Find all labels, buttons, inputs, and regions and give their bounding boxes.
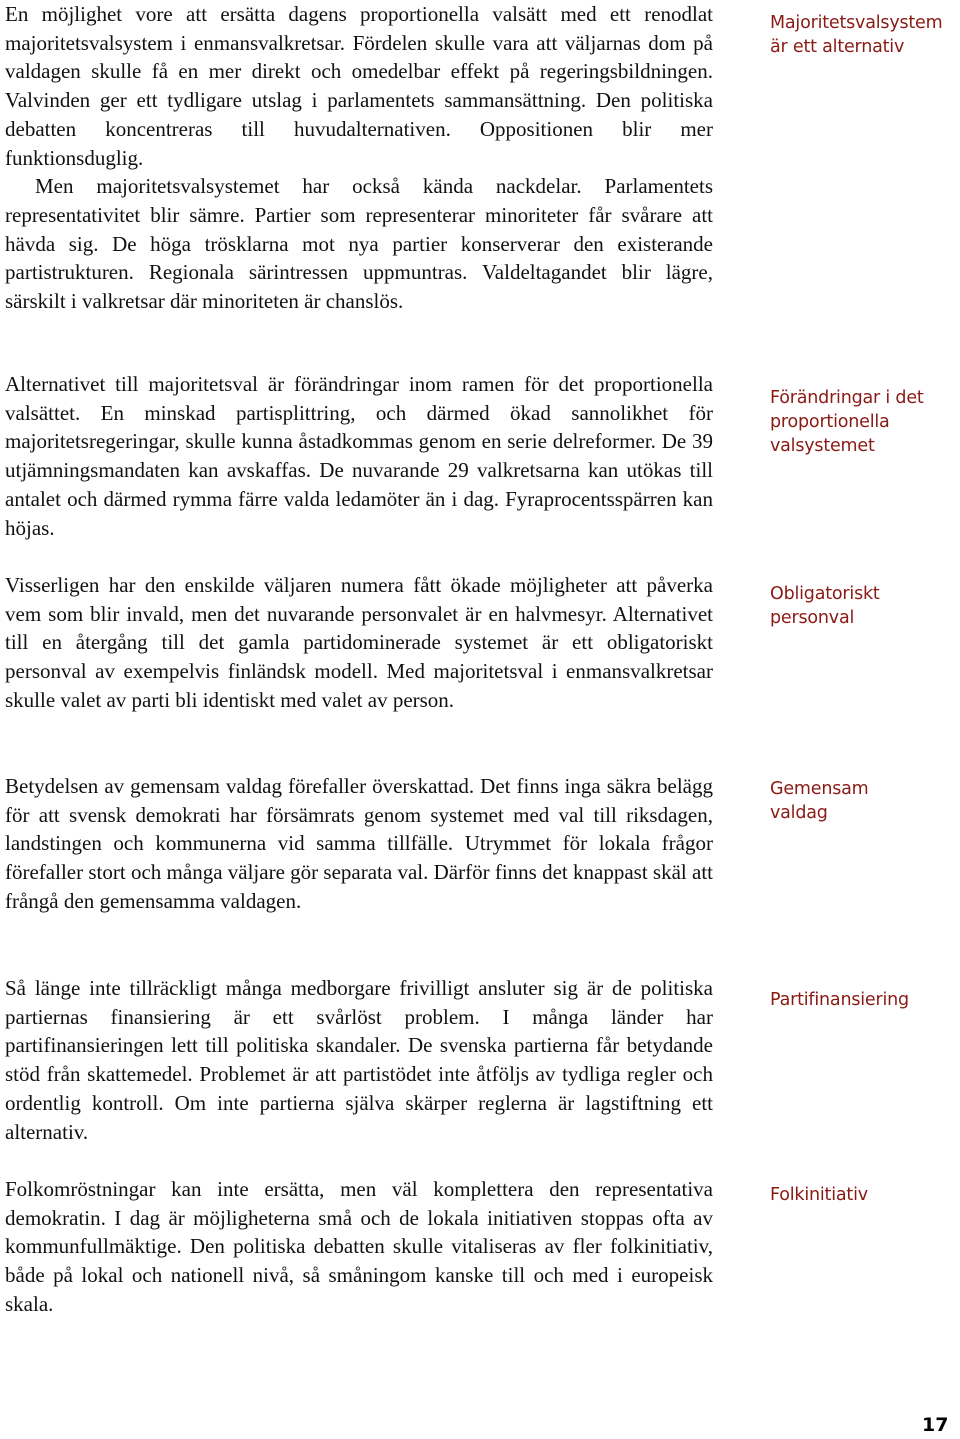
section-partifinansiering [5, 974, 713, 1146]
paragraph-partifinansiering: Så länge inte tillräckligt många medborgare frivilligt ansluter sig är de politiska partiernas finansiering är ett svårlöst problem. I många länder har partifinansieringen lett till politiska skandaler. De svenska partierna får betydande stöd från skattemedel. Problemet är att partistödet inte åtföljs av tydliga regler och ordentlig kontroll. Om inte partierna själva skärper reglerna är lagstiftning ett alternativ. [5, 976, 713, 1144]
sidenote-gemensam-valdag: Gemensam valdag [770, 779, 869, 823]
paragraph-personval: Visserligen har den enskilde väljaren numera fått ökade möjligheter att påverka vem som blir invald, men det nuvarande personvalet är en halvmesyr. Alternativet till en återgång till det gamla partidominerade systemet är ett obligatoriskt personval av exempelvis finländsk modell. Med majoritetsval i enmansvalkretsar skulle valet av parti bli identiskt med valet av person. [5, 573, 713, 712]
page-number: 17 [922, 1414, 949, 1436]
paragraph-majoritetsval-drawbacks: Men majoritetsvalsystemet har också kända nackdelar. Parlamentets representativitet blir sämre. Partier som representerar minoriteter får svårare att hävda sig. De höga trösklarna mot nya partier konserverar den existerande partistrukturen. Regionala särintressen uppmuntras. Valdeltagandet blir lägre, särskilt i valkretsar där minoriteten är chanslös. [5, 174, 713, 314]
section-folkinitiativ [5, 1175, 713, 1319]
sidenote-folkinitiativ: Folkinitiativ [770, 1185, 868, 1205]
sidenote-obligatoriskt-personval: Obligatoriskt personval [770, 584, 880, 628]
paragraph-folkinitiativ: Folkomröstningar kan inte ersätta, men väl komplettera den representativa demokratin. I dag är möjligheterna små och de lokala initiativen stoppas ofta av kommunfullmäktige. Den politiska debatten skulle vitaliseras av fler folkinitiativ, både på lokal och nationell nivå, så småningom kanske till och med i europeisk skala. [5, 1177, 713, 1316]
section-personval [5, 571, 713, 715]
section-proportionella-reformer [5, 370, 713, 542]
sidenote-majoritetsvalsystem: Majoritetsvalsystem är ett alternativ [770, 13, 943, 57]
paragraph-majoritetsval-advantages: En möjlighet vore att ersätta dagens proportionella valsätt med ett renodlat majoritetsvalsystem i enmansvalkretsar. Fördelen skulle vara att väljarnas dom på valdagen skulle få en mer direkt och omedelbar effekt på regeringsbildningen. Valvinden ger ett tydligare utslag i parlamentets sammansättning. Den politiska debatten koncentreras till huvudalternativen. Oppositionen blir mer funktionsduglig. [5, 2, 713, 170]
paragraph-proportionella-reformer: Alternativet till majoritetsval är förändringar inom ramen för det proportionella valsättet. En minskad partisplittring, och därmed ökad sannolikhet för majoritetsregeringar, skulle kunna åstadkommas genom en serie delreformer. De 39 utjämningsmandaten kan avskaffas. De nuvarande 29 valkretsarna kan utökas till antalet och därmed rymma färre valda ledamöter än i dag. Fyraprocentsspärren kan höjas. [5, 372, 713, 540]
sidenote-partifinansiering: Partifinansiering [770, 990, 909, 1010]
section-majoritetsval [5, 0, 713, 316]
paragraph-gemensam-valdag: Betydelsen av gemensam valdag förefaller överskattad. Det finns inga säkra belägg för att svensk demokrati har försämrats genom systemet med val till riksdagen, landstingen och kommunerna vid samma tillfälle. Utrymmet för lokala frågor förefaller stort och många väljare gör separata val. Därför finns det knappast skäl att frångå den gemensamma valdagen. [5, 774, 713, 913]
section-gemensam-valdag [5, 772, 713, 916]
sidenote-forandringar: Förändringar i det proportionella valsystemet [770, 388, 924, 456]
